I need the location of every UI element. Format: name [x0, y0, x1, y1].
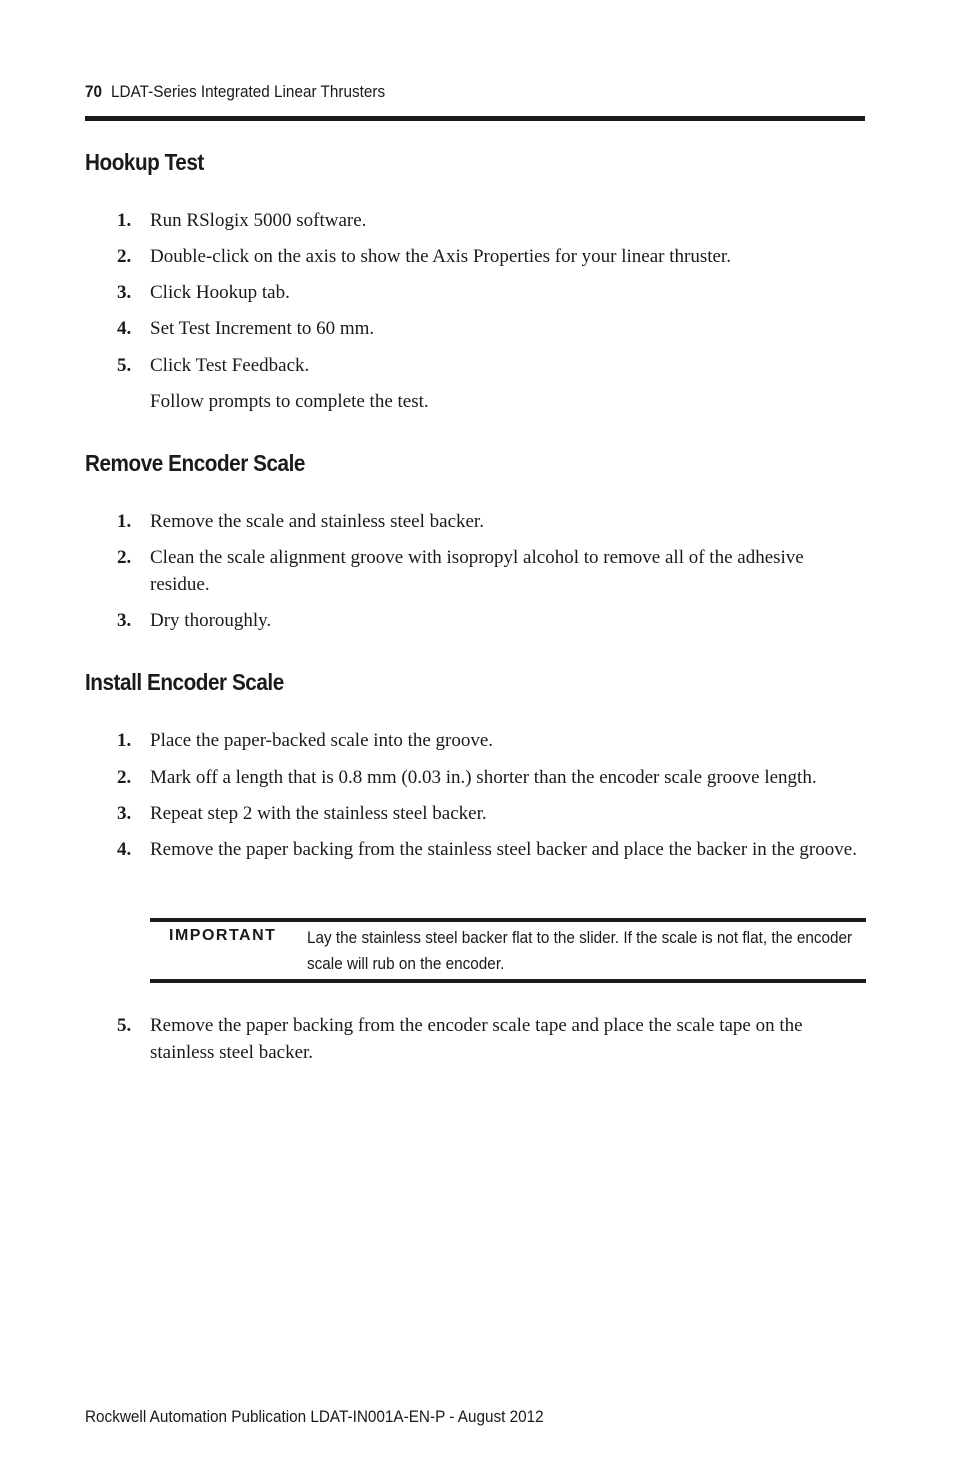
list-item: 1. Run RSlogix 5000 software. [117, 210, 367, 231]
list-item: 4. Set Test Increment to 60 mm. [117, 318, 375, 339]
list-item: 2. Double-click on the axis to show the Axis Properties for your linear thruster. [117, 246, 731, 267]
step-note: Follow prompts to complete the test. [150, 391, 429, 412]
header-rule [85, 116, 865, 121]
list-item: 2. Clean the scale alignment groove with isopropyl alcohol to remove all of the adhesive residue. [117, 547, 804, 595]
list-item: 1. Remove the scale and stainless steel backer. [117, 511, 484, 532]
list-item: 4. Remove the paper backing from the stainless steel backer and place the backer in the groove. [117, 839, 857, 860]
important-bottom-rule [150, 979, 866, 983]
list-item: 5. Click Test Feedback. [117, 355, 310, 376]
list-item: 3. Click Hookup tab. [117, 282, 290, 303]
section-heading-install-encoder-scale: Install Encoder Scale [85, 669, 284, 695]
section-heading-remove-encoder-scale: Remove Encoder Scale [85, 450, 305, 476]
list-item: 1. Place the paper-backed scale into the groove. [117, 730, 494, 751]
list-item: 5. Remove the paper backing from the encoder scale tape and place the scale tape on the stainless steel backer. [117, 1015, 803, 1063]
document-title: LDAT-Series Integrated Linear Thrusters [111, 82, 386, 101]
list-item: 2. Mark off a length that is 0.8 mm (0.03 in.) shorter than the encoder scale groove length. [117, 767, 817, 788]
page-header [85, 82, 385, 102]
list-item: 3. Dry thoroughly. [117, 610, 272, 631]
page-number: 70 [85, 82, 103, 101]
section-heading-hookup-test: Hookup Test [85, 149, 204, 175]
list-item: 3. Repeat step 2 with the stainless steel backer. [117, 803, 487, 824]
page-footer: Rockwell Automation Publication LDAT-IN001A-EN-P - August 2012 [85, 1407, 544, 1426]
important-text: Lay the stainless steel backer flat to the slider. If the scale is not flat, the encoder scale will rub on the encoder. [307, 928, 853, 973]
important-label: IMPORTANT [169, 927, 277, 944]
important-top-rule [150, 918, 866, 922]
